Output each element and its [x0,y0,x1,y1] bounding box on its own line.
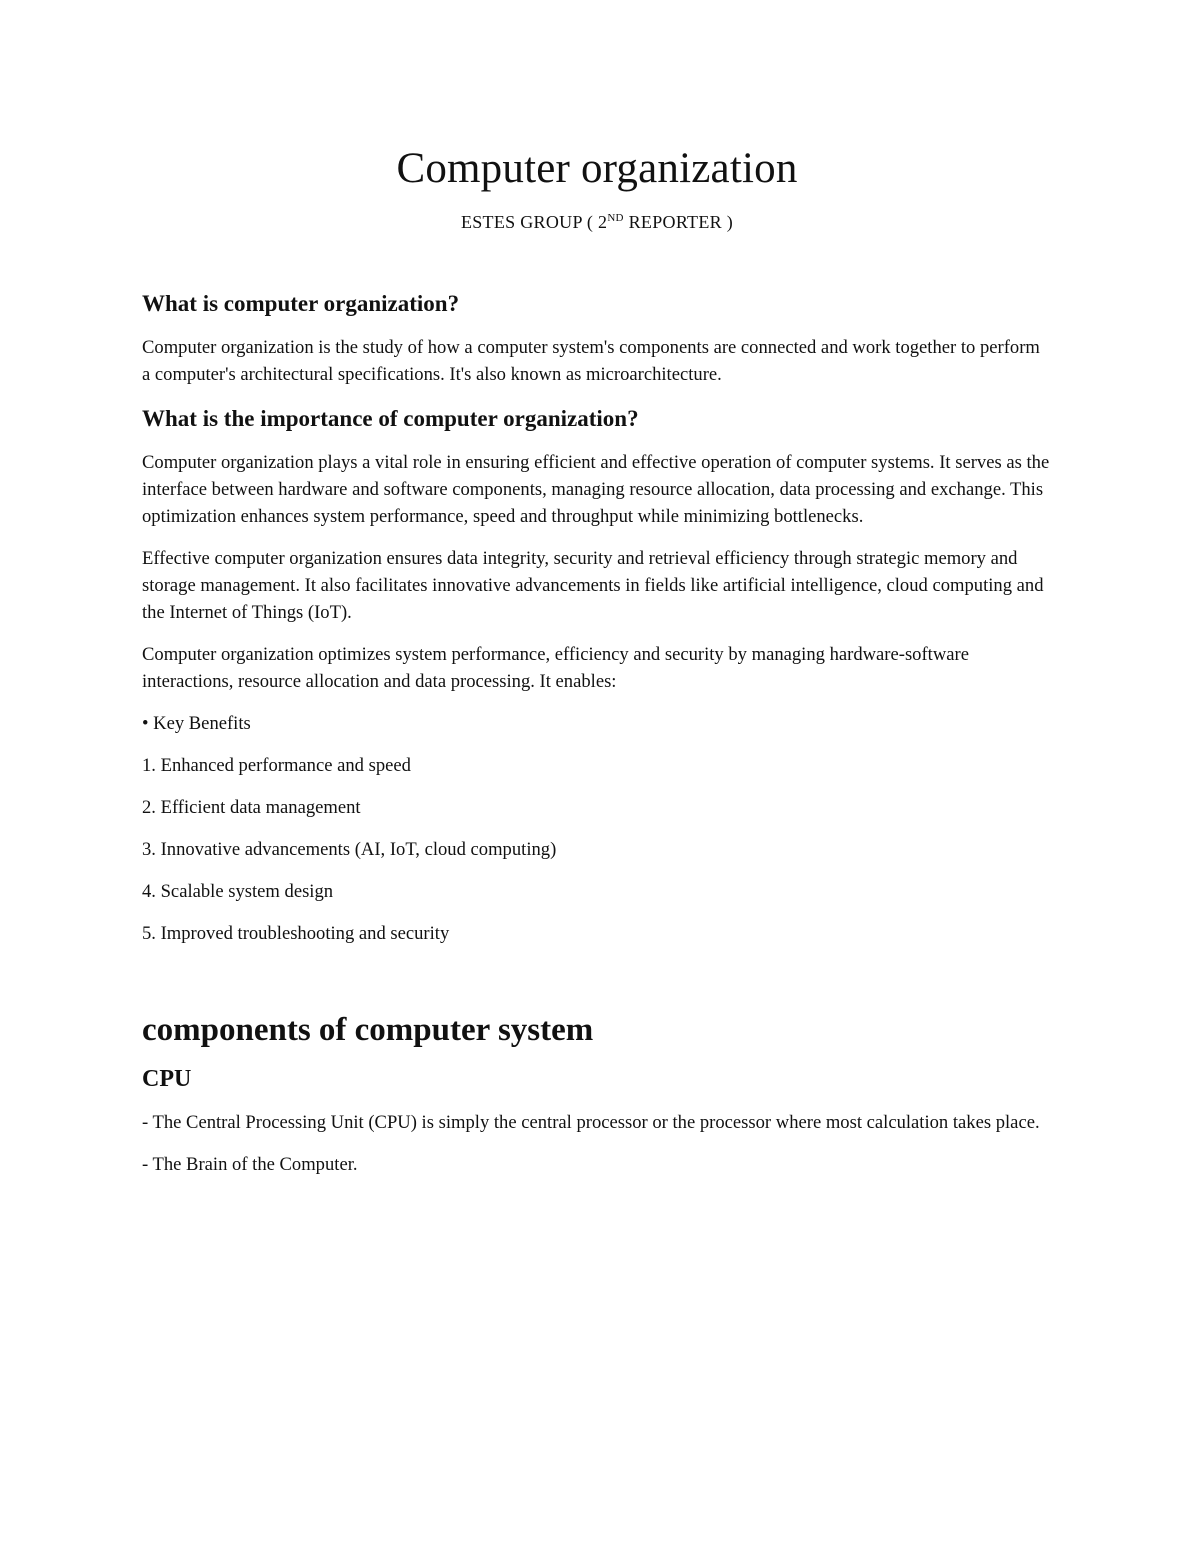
subtitle-suffix: REPORTER ) [623,212,734,232]
section-heading-importance: What is the importance of computer organization? [142,406,639,431]
subtitle-prefix: ESTES GROUP ( 2 [460,212,608,232]
benefit-item-1: 1. Enhanced performance and speed [142,755,411,776]
cpu-line-2: - The Brain of the Computer. [142,1154,358,1175]
section-heading-components: components of computer system [142,1012,594,1048]
section-heading-what-is: What is computer organization? [142,291,460,316]
benefit-item-2: 2. Efficient data management [142,797,361,818]
section-body-what-is: Computer organization is the study of how a computer system's components are connected and work together to perform a computer's architectural specifications. It's also known as microarchitecture. [142,337,1040,385]
subtitle-superscript: ND [607,212,624,224]
importance-paragraph-3: Computer organization optimizes system performance, efficiency and security by managing hardware-software interactions, resource allocation and data processing. It enables: [142,644,969,692]
benefit-item-3: 3. Innovative advancements (AI, IoT, cloud computing) [142,839,557,860]
key-benefits-bullet: • Key Benefits [142,713,251,734]
document-subtitle [142,210,1052,234]
cpu-line-1: - The Central Processing Unit (CPU) is simply the central processor or the processor where most calculation takes place. [142,1112,1040,1133]
importance-paragraph-2: Effective computer organization ensures data integrity, security and retrieval efficiency through strategic memory and storage management. It also facilitates innovative advancements in fields like artificial intelligence, cloud computing and the Internet of Things (IoT). [142,548,1044,623]
document-title: Computer organization [396,145,798,192]
benefit-item-5: 5. Improved troubleshooting and security [142,923,450,944]
benefit-item-4: 4. Scalable system design [142,881,334,902]
subheading-cpu: CPU [142,1066,192,1092]
document-content [142,140,1052,1178]
importance-paragraph-1: Computer organization plays a vital role in ensuring efficient and effective operation of computer systems. It serves as the interface between hardware and software components, managing resource allocation, data processing and exchange. This optimization enhances system performance, speed and throughput while minimizing bottlenecks. [142,452,1050,527]
